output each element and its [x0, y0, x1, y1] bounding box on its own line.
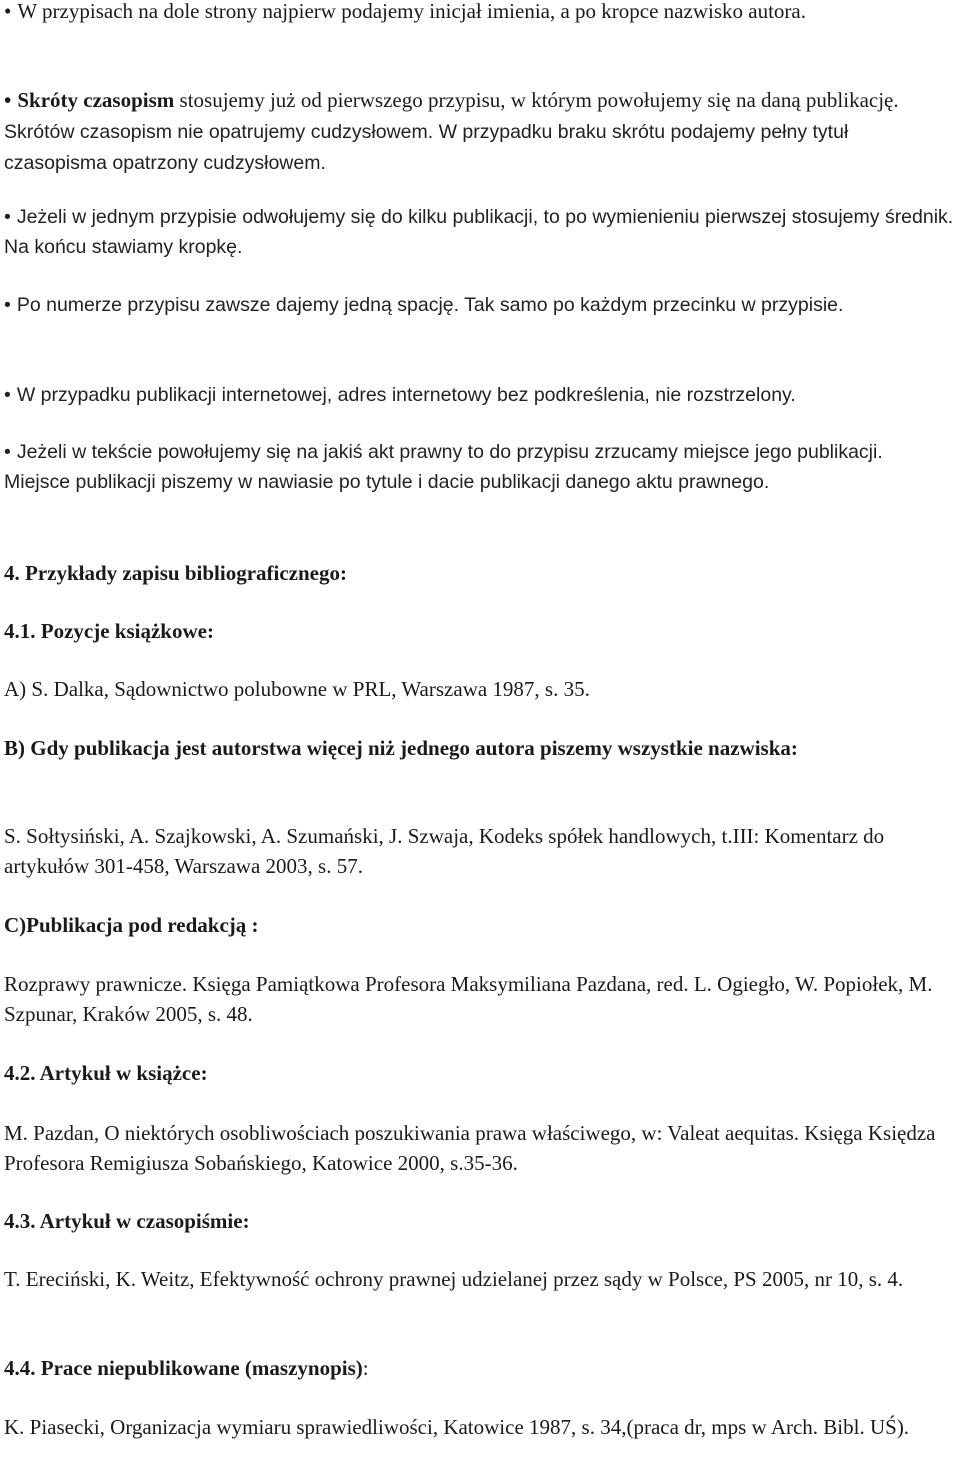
section-4-3-heading: 4.3. Artykuł w czasopiśmie: [4, 1209, 250, 1233]
rule-journal-quotes-text: Skrótów czasopism nie opatrujemy cudzysłowem. W przypadku braku skrótu podajemy pełny tytuł czasopisma opatrzony cudzysłowem. [4, 121, 849, 174]
example-unpublished-work: K. Piasecki, Organizacja wymiaru sprawiedliwości, Katowice 1987, s. 34,(praca dr, mps w Arch. Bibl. UŚ). [4, 1415, 910, 1439]
rule-spacing-text: Po numerze przypisu zawsze dajemy jedną spację. Tak samo po każdym przecinku w przypisie. [16, 294, 844, 316]
section-4-2-heading: 4.2. Artykuł w książce: [4, 1061, 208, 1085]
section-4-heading: 4. Przykłady zapisu bibliograficznego: [4, 561, 347, 585]
example-a-single-author: A) S. Dalka, Sądownictwo polubowne w PRL, Warszawa 1987, s. 35. [4, 677, 590, 701]
rule-journal-abbreviations-text: stosujemy już od pierwszego przypisu, w którym powołujemy się na daną publikację. [174, 88, 899, 112]
example-b-heading: B) Gdy publikacja jest autorstwa więcej niż jednego autora piszemy wszystkie nazwiska: [4, 736, 798, 760]
rule-legal-act-text: Jeżeli w tekście powołujemy się na jakiś akt prawny to do przypisu zrzucamy miejsce jego publikacji. Miejsce publikacji piszemy w nawiasie po tytule i dacie publikacji danego aktu prawnego. [4, 441, 883, 493]
bullet-icon: • [4, 0, 12, 23]
rule-journal-abbreviations-bold: Skróty czasopism [17, 88, 175, 112]
bullet-icon: • [4, 206, 11, 228]
rule-internet-address [4, 380, 954, 410]
example-c-heading: C)Publikacja pod redakcją : [4, 913, 259, 937]
bullet-icon: • [4, 88, 12, 112]
section-4-4-heading-colon: : [362, 1356, 369, 1380]
section-4-1-heading: 4.1. Pozycje książkowe: [4, 619, 214, 643]
rule-initials [4, 0, 954, 26]
bullet-icon: • [4, 384, 11, 406]
rule-multiple-publications [4, 202, 954, 262]
example-book-article: M. Pazdan, O niektórych osobliwościach poszukiwania prawa właściwego, w: Valeat aequitas. Księga Księdza Profesora Remigiusza Sobańskiego, Katowice 2000, s.35-36. [4, 1121, 936, 1175]
rule-multiple-publications-text: Jeżeli w jednym przypisie odwołujemy się do kilku publikacji, to po wymienieniu pierwszej stosujemy średnik. Na końcu stawiamy kropkę. [4, 206, 954, 258]
bullet-icon: • [4, 294, 11, 316]
section-4-4-heading-text: 4.4. Prace niepublikowane (maszynopis) [4, 1356, 363, 1380]
example-c-edited-volume: Rozprawy prawnicze. Księga Pamiątkowa Profesora Maksymiliana Pazdana, red. L. Ogiegło, W. Popiołek, M. Szpunar, Kraków 2005, s. 48. [4, 972, 933, 1026]
rule-initials-text: W przypisach na dole strony najpierw podajemy inicjał imienia, a po kropce nazwisko autora. [17, 0, 806, 23]
section-4-4-heading [4, 1353, 954, 1383]
rule-legal-act [4, 437, 954, 497]
example-b-multiple-authors: S. Sołtysiński, A. Szajkowski, A. Szumański, J. Szwaja, Kodeks spółek handlowych, t.III: Komentarz do artykułów 301-458, Warszawa 2003, s. 57. [4, 824, 885, 878]
rule-internet-address-text: W przypadku publikacji internetowej, adres internetowy bez podkreślenia, nie rozstrzelony. [16, 384, 796, 406]
rule-spacing [4, 290, 954, 320]
rule-journal-abbreviations [4, 85, 954, 178]
example-journal-article: T. Ereciński, K. Weitz, Efektywność ochrony prawnej udzielanej przez sądy w Polsce, PS 2005, nr 10, s. 4. [4, 1267, 904, 1291]
bullet-icon: • [4, 441, 11, 463]
